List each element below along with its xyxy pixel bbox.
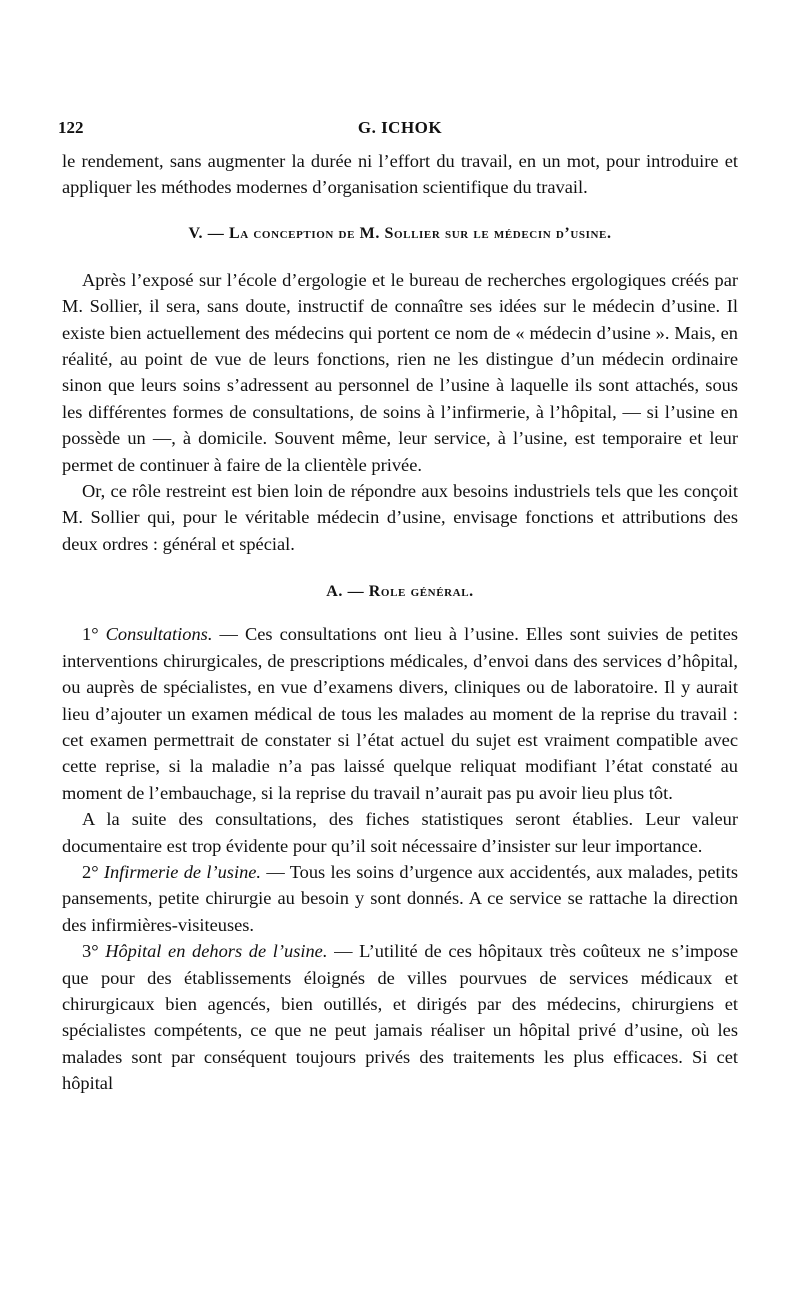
item-dash: — (327, 941, 353, 962)
item-dash: — (212, 624, 238, 645)
subsection-heading-a (62, 579, 738, 605)
book-page (58, 118, 739, 1097)
item-text: L’utilité de ces hôpitaux très coûteux ne s’impose que pour des établissements éloignés de villes pourvues de services médicaux et chirurgicaux bien agencés, bien outillés, et dirigés par des médecins, chirurgiens et spécialistes compétents, ce que ne peut jamais réaliser un hôpital privé d’usine, où les malades sont par conséquent toujours privés des traitements les plus efficaces. Si cet hôpital (62, 941, 738, 1094)
subsection-title: Role général. (368, 583, 474, 601)
item-title: Consultations. (105, 624, 213, 645)
item-text: Tous les soins d’urgence aux accidentés, aux malades, petits pansements, petite chirurgie au besoin y sont donnés. A ce service se rattache la direction des infirmières-visiteuses. (62, 861, 739, 935)
item-number: 3° (82, 941, 106, 962)
page-number: 122 (58, 118, 84, 137)
running-head (58, 118, 738, 148)
item-dash: — (261, 861, 285, 882)
section-title: La conception de M. Sollier sur le médecin d’usine. (228, 224, 612, 242)
subsection-number: A. — (326, 583, 369, 601)
item-title: Infirmerie de l’usine. (103, 861, 262, 882)
section-number: V. — (188, 224, 229, 242)
section-heading-v (62, 221, 738, 247)
item-text: Ces consultations ont lieu à l’usine. Elles sont suivies de petites interventions chirurgicales, de prescriptions médicales, d’envoi dans des services d’hôpital, ou auprès de spécialistes, en vue d’examens divers, cliniques ou de laboratoire. Il y aurait lieu d’ajouter un examen médical de tous les malades au moment de la reprise du travail : cet examen permettrait de constater si l’état actuel du sujet est vraiment compatible avec cette reprise, si la maladie n’a pas laissé quelque reliquat modifiant l’état constaté au moment de l’embauchage, si la reprise du travail n’aurait pas pu avoir lieu plus tôt. (62, 624, 739, 803)
item-hopital (62, 938, 738, 1096)
running-title: G. ICHOK (357, 118, 443, 137)
item-number: 1° (82, 624, 106, 645)
item-number: 2° (82, 861, 104, 882)
item-infirmerie (62, 859, 738, 938)
paragraph-fiches: A la suite des consultations, des fiches statistiques seront établies. Leur valeur documentaire est trop évidente pour qu’il soit nécessaire d’insister sur leur importance. (62, 809, 738, 856)
paragraph-continued: le rendement, sans augmenter la durée ni l’effort du travail, en un mot, pour introduire et appliquer les méthodes modernes d’organisation scientifique du travail. (62, 151, 738, 198)
paragraph-intro: Après l’exposé sur l’école d’ergologie et le bureau de recherches ergologiques créés par M. Sollier, il sera, sans doute, instructif de connaître ses idées sur le médecin d’usine. Il existe bien actuellement des médecins qui portent ce nom de « médecin d’usine ». Mais, en réalité, au point de vue de leurs fonctions, rien ne les distingue d’un médecin ordinaire sinon que leurs soins s’adressent au personnel de l’usine à laquelle ils sont attachés, sous les différentes formes de consultations, de soins à l’infirmerie, à l’hôpital, — si l’usine en possède un —, à domicile. Souvent même, leur service, à l’usine, est temporaire et leur permet de continuer à faire de la clientèle privée. (62, 269, 738, 475)
paragraph-role: Or, ce rôle restreint est bien loin de répondre aux besoins industriels tels que les conçoit M. Sollier qui, pour le véritable médecin d’usine, envisage fonctions et attributions des deux ordres : général et spécial. (62, 481, 738, 554)
item-title: Hôpital en dehors de l’usine. (105, 941, 328, 962)
item-consultations (62, 621, 738, 806)
